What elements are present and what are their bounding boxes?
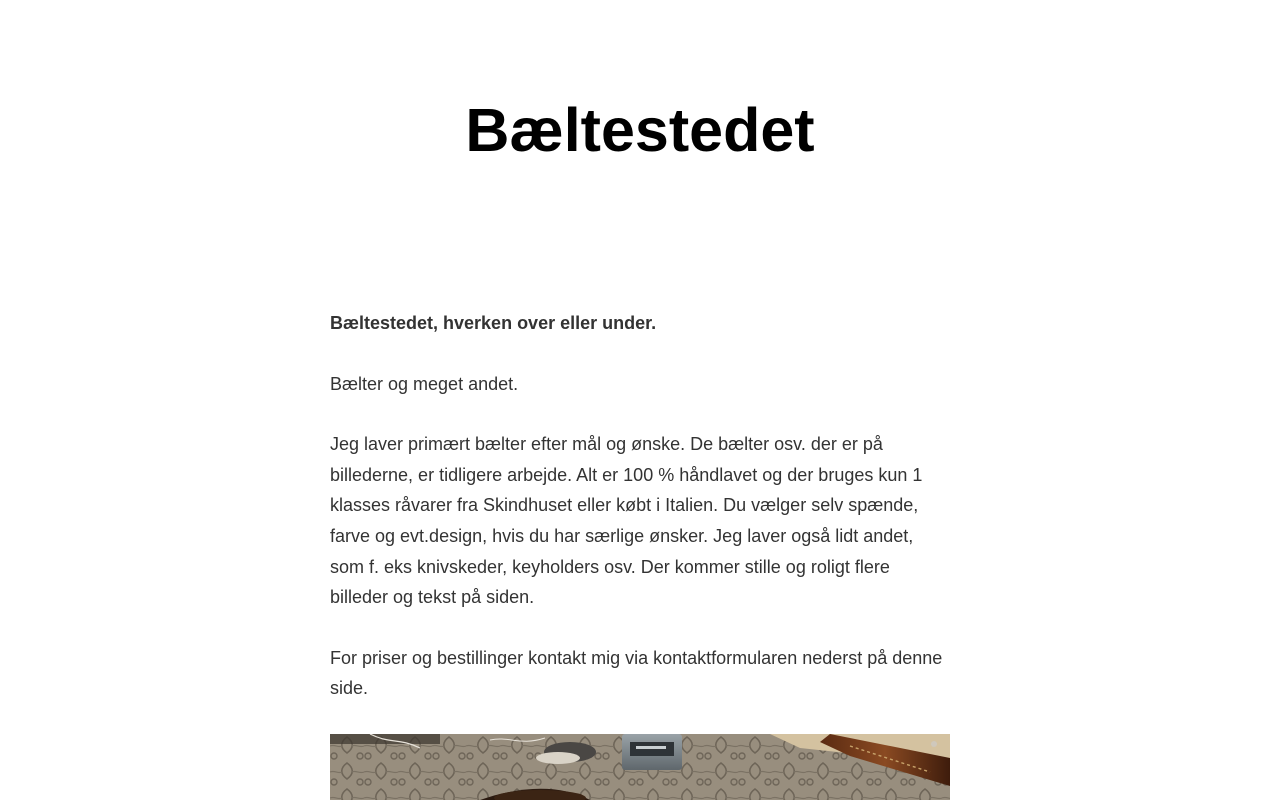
site-header <box>0 0 1280 260</box>
contact-instruction: For priser og bestillinger kontakt mig via kontaktformularen nederst på denne side. <box>330 647 943 699</box>
intro-tagline: Bæltestedet, hverken over eller under. <box>330 313 657 333</box>
main-content <box>330 308 950 734</box>
workshop-photo-graphic <box>330 734 950 800</box>
intro-description: Jeg laver primært bælter efter mål og ønske. De bælter osv. der er på billederne, er tidligere arbejde. Alt er 100 % håndlavet og der bruges kun 1 klasses råvarer fra Skindhuset eller købt i Italien. Du vælger selv spænde, farve og evt.design, hvis du har særlige ønsker. Jeg laver også lidt andet, som f. eks knivskeder, keyholders osv. Der kommer stille og roligt flere billeder og tekst på siden. <box>330 434 923 608</box>
intro-subtitle: Bælter og meget andet. <box>330 373 519 394</box>
workshop-photo <box>330 734 950 800</box>
site-title[interactable]: Bæltestedet <box>465 96 815 164</box>
